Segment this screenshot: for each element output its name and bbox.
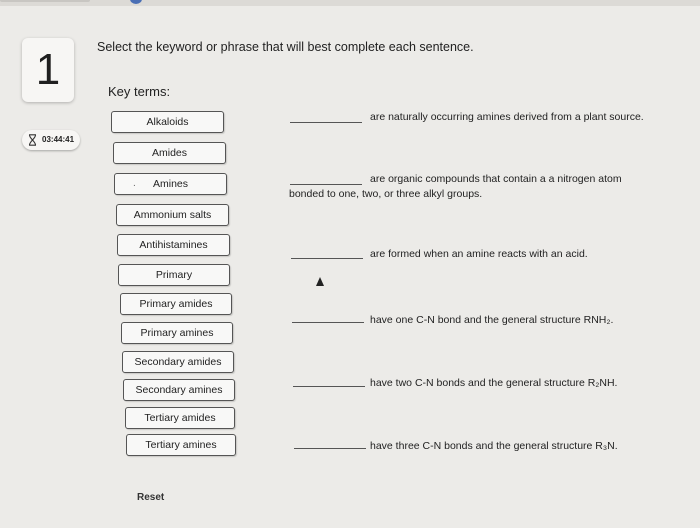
sentence-6: have three C-N bonds and the general structure R₃N. [370, 440, 618, 452]
sentence-2-line1: are organic compounds that contain a a nitrogen atom [370, 173, 622, 185]
sentence-3: are formed when an amine reacts with an acid. [370, 248, 588, 260]
top-strip-icon [130, 0, 142, 4]
term-tertiary-amides[interactable]: Tertiary amides [125, 407, 235, 429]
instruction-text: Select the keyword or phrase that will best complete each sentence. [97, 40, 474, 54]
term-amines-dot: . [133, 178, 136, 189]
sentence-4: have one C-N bond and the general structure RNH₂. [370, 314, 614, 326]
top-strip-text [0, 0, 90, 2]
term-secondary-amides[interactable]: Secondary amides [122, 351, 234, 373]
answer-blank-5[interactable] [293, 386, 365, 387]
term-secondary-amines[interactable]: Secondary amines [123, 379, 235, 401]
mouse-cursor-icon [316, 277, 324, 286]
term-primary-amides[interactable]: Primary amides [120, 293, 232, 315]
answer-blank-1[interactable] [290, 122, 362, 123]
answer-blank-3[interactable] [291, 258, 363, 259]
term-amides[interactable]: Amides [113, 142, 226, 164]
hourglass-icon [28, 134, 37, 146]
term-ammonium-salts[interactable]: Ammonium salts [116, 204, 229, 226]
term-tertiary-amines[interactable]: Tertiary amines [126, 434, 236, 456]
term-amines[interactable] [114, 173, 227, 195]
term-alkaloids[interactable]: Alkaloids [111, 111, 224, 133]
sentence-5: have two C-N bonds and the general structure R₂NH. [370, 377, 618, 389]
top-strip [0, 0, 700, 6]
key-terms-label: Key terms: [108, 84, 171, 99]
reset-button[interactable]: Reset [137, 492, 165, 503]
answer-blank-2[interactable] [290, 184, 362, 185]
timer-text: 03:44:41 [42, 135, 75, 144]
term-amines-label: Amines [152, 178, 188, 190]
term-antihistamines[interactable]: Antihistamines [117, 234, 230, 256]
question-number: 1 [22, 38, 74, 102]
sentence-1: are naturally occurring amines derived from a plant source. [370, 111, 644, 123]
answer-blank-6[interactable] [294, 448, 366, 449]
term-primary[interactable]: Primary [118, 264, 230, 286]
sentence-2-line2: bonded to one, two, or three alkyl groups. [289, 188, 483, 200]
answer-blank-4[interactable] [292, 322, 364, 323]
term-primary-amines[interactable]: Primary amines [121, 322, 233, 344]
timer-badge [22, 130, 80, 150]
